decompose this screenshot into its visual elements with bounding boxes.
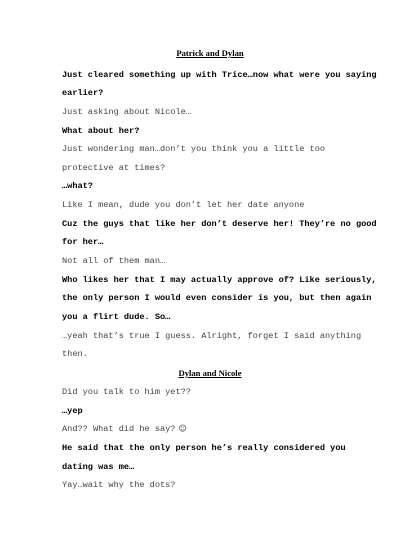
dialogue-line: Not all of them man… <box>62 256 166 266</box>
dialogue-line: Just wondering man…don’t you think you a little too <box>62 144 326 154</box>
dialogue-line: …yeah that’s true I guess. Alright, forget I said anything <box>62 331 362 341</box>
dialogue-line: Just cleared something up with Trice…now what were you saying <box>62 70 377 80</box>
section-heading-dylan-nicole: Dylan and Nicole <box>178 368 242 378</box>
dialogue-line: Who likes her that I may actually approve of? Like seriously, <box>62 275 377 285</box>
smiley-face-icon: ☺ <box>178 424 187 433</box>
dialogue-line: What about her? <box>62 126 140 136</box>
dialogue-line: then. <box>62 349 88 359</box>
section-heading-patrick-dylan: Patrick and Dylan <box>176 48 244 58</box>
dialogue-line: Cuz the guys that like her don’t deserve her! They’re no good <box>62 219 377 229</box>
dialogue-line: protective at times? <box>62 163 166 173</box>
dialogue-line: dating was me… <box>62 462 135 472</box>
dialogue-line: Yay…wait why the dots? <box>62 480 176 490</box>
dialogue-line: Just asking about Nicole… <box>62 107 191 117</box>
dialogue-line: …yep <box>62 406 83 416</box>
dialogue-line: earlier? <box>62 88 104 98</box>
dialogue-line: He said that the only person he’s really considered you <box>62 443 346 453</box>
dialogue-line: …what? <box>62 181 93 191</box>
dialogue-line-text: And?? What did he say? <box>62 424 176 434</box>
dialogue-line: for her… <box>62 237 104 247</box>
dialogue-line <box>62 424 187 434</box>
dialogue-line: the only person I would even consider is you, but then again <box>62 293 372 303</box>
dialogue-line: you a flirt dude. So… <box>62 312 171 322</box>
dialogue-line: Did you talk to him yet?? <box>62 387 191 397</box>
dialogue-line: Like I mean, dude you don’t let her date anyone <box>62 200 305 210</box>
